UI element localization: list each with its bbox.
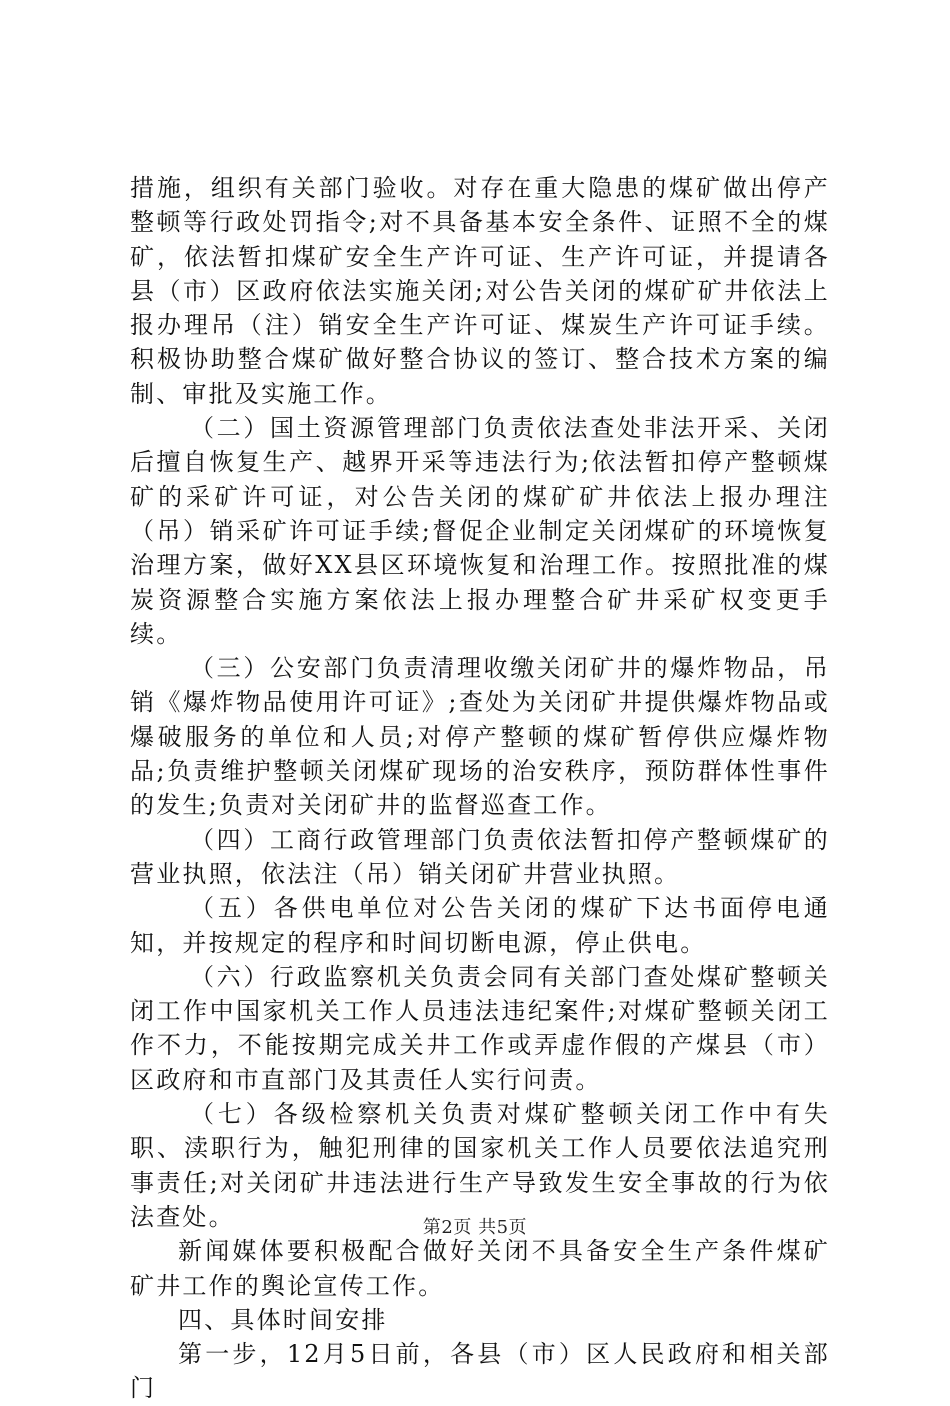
paragraph-step-one: 第一步，12月5日前，各县（市）区人民政府和相关部门 [130, 1340, 830, 1403]
paragraph-industry-commerce: （四）工商行政管理部门负责依法暂扣停产整顿煤矿的营业执照，依法注（吊）销关闭矿井营业执照。 [130, 825, 830, 888]
paragraph-supervision: （六）行政监察机关负责会同有关部门查处煤矿整顿关闭工作中国家机关工作人员违法违纪案件;对煤矿整顿关闭工作不力，不能按期完成关井工作或弄虚作假的产煤县（市）区政府和市直部门及其责任人实行问责。 [130, 962, 830, 1094]
paragraph-public-security: （三）公安部门负责清理收缴关闭矿井的爆炸物品，吊销《爆炸物品使用许可证》;查处为关闭矿井提供爆炸物品或爆破服务的单位和人员;对停产整顿的煤矿暂停供应爆炸物品;负责维护整顿关闭煤矿现场的治安秩序，预防群体性事件的发生;负责对关闭矿井的监督巡查工作。 [130, 654, 830, 820]
paragraph-measures-continued: 措施，组织有关部门验收。对存在重大隐患的煤矿做出停产整顿等行政处罚指令;对不具备基本安全条件、证照不全的煤矿，依法暂扣煤矿安全生产许可证、生产许可证，并提请各县（市）区政府依法实施关闭;对公告关闭的煤矿矿井依法上报办理吊（注）销安全生产许可证、煤炭生产许可证手续。积极协助整合煤矿做好整合协议的签订、整合技术方案的编制、审批及实施工作。 [130, 174, 830, 408]
paragraph-power-supply: （五）各供电单位对公告关闭的煤矿下达书面停电通知，并按规定的程序和时间切断电源，停止供电。 [130, 894, 830, 957]
section-heading-schedule: 四、具体时间安排 [178, 1305, 388, 1334]
paragraph-procuratorate: （七）各级检察机关负责对煤矿整顿关闭工作中有失职、渎职行为，触犯刑律的国家机关工作人员要依法追究刑事责任;对关闭矿井违法进行生产导致发生安全事故的行为依法查处。 [130, 1100, 830, 1231]
paragraph-land-resources: （二）国土资源管理部门负责依法查处非法开采、关闭后擅自恢复生产、越界开采等违法行为;依法暂扣停产整顿煤矿的采矿许可证，对公告关闭的煤矿矿井依法上报办理注（吊）销采矿许可证手续;督促企业制定关闭煤矿的环境恢复治理方案，做好XX县区环境恢复和治理工作。按照批准的煤炭资源整合实施方案依法上报办理整合矿井采矿权变更手续。 [130, 414, 830, 648]
page-footer: 第2页 共5页 [422, 1217, 528, 1238]
paragraph-media: 新闻媒体要积极配合做好关闭不具备安全生产条件煤矿矿井工作的舆论宣传工作。 [130, 1237, 830, 1300]
